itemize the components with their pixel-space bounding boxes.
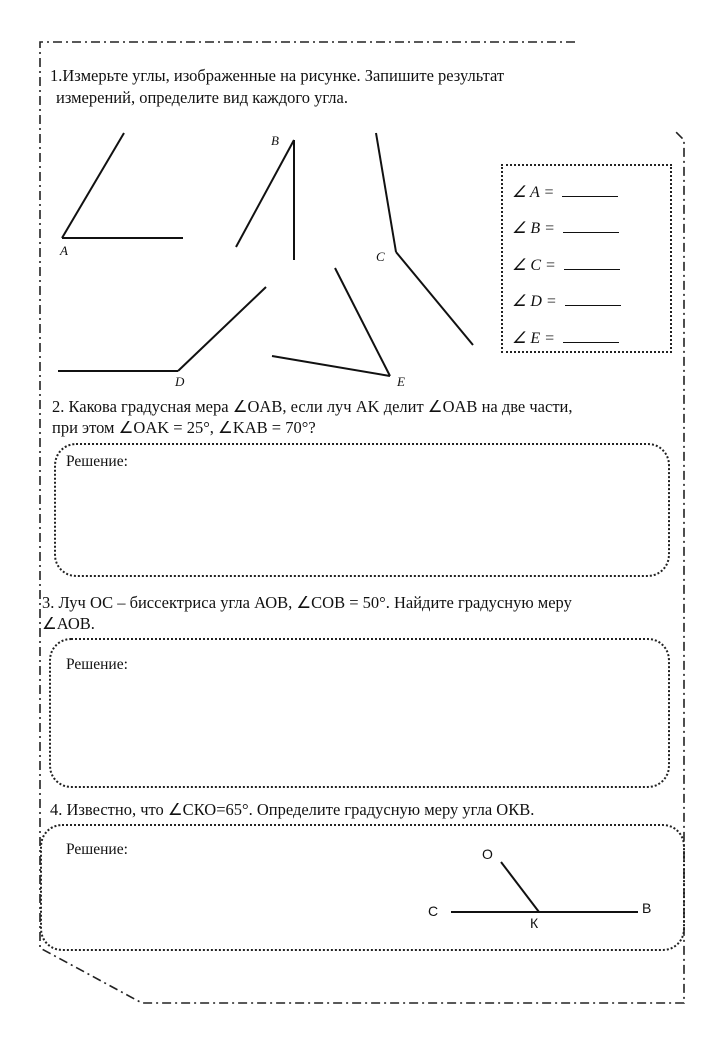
answer-e-label: ∠ E = xyxy=(512,330,555,347)
task4-label-c: C xyxy=(428,903,439,919)
answer-a-label: ∠ A = xyxy=(512,184,555,201)
task1-question-line1: 1.Измерьте углы, изображенные на рисунке. Запишите результат xyxy=(50,66,505,85)
task3-question-line1: 3. Луч ОС – биссектриса угла АОВ, ∠СОВ = 50°. Найдите градусную меру xyxy=(42,593,572,612)
task2-question-line2: при этом ∠OAK = 25°, ∠KAB = 70°? xyxy=(52,418,316,437)
angle-c-label: C xyxy=(376,249,385,264)
task4-question: 4. Известно, что ∠СКО=65°. Определите градусную меру угла ОКВ. xyxy=(50,800,535,819)
task4-label-o: O xyxy=(482,846,493,862)
task4-label-k: К xyxy=(530,915,539,931)
task4-label-b: B xyxy=(642,900,652,916)
task1-question-line2: измерений, определите вид каждого угла. xyxy=(56,88,348,107)
angle-d-label: D xyxy=(175,374,185,389)
answer-c-label: ∠ C = xyxy=(512,257,556,274)
task2-question-line1: 2. Какова градусная мера ∠OAB, если луч AK делит ∠OAB на две части, xyxy=(52,397,573,416)
angle-b-label: B xyxy=(271,133,279,148)
angle-e-label: E xyxy=(397,374,405,389)
task4-solution-label: Решение: xyxy=(66,841,128,858)
answer-b-label: ∠ B = xyxy=(512,220,555,237)
task3-question-line2: ∠АОВ. xyxy=(42,614,95,633)
angle-a-label: A xyxy=(60,243,68,258)
task3-solution-label: Решение: xyxy=(66,656,128,673)
task2-solution-label: Решение: xyxy=(66,453,128,470)
answer-d-label: ∠ D = xyxy=(512,293,557,310)
ray-k-o xyxy=(501,862,539,912)
